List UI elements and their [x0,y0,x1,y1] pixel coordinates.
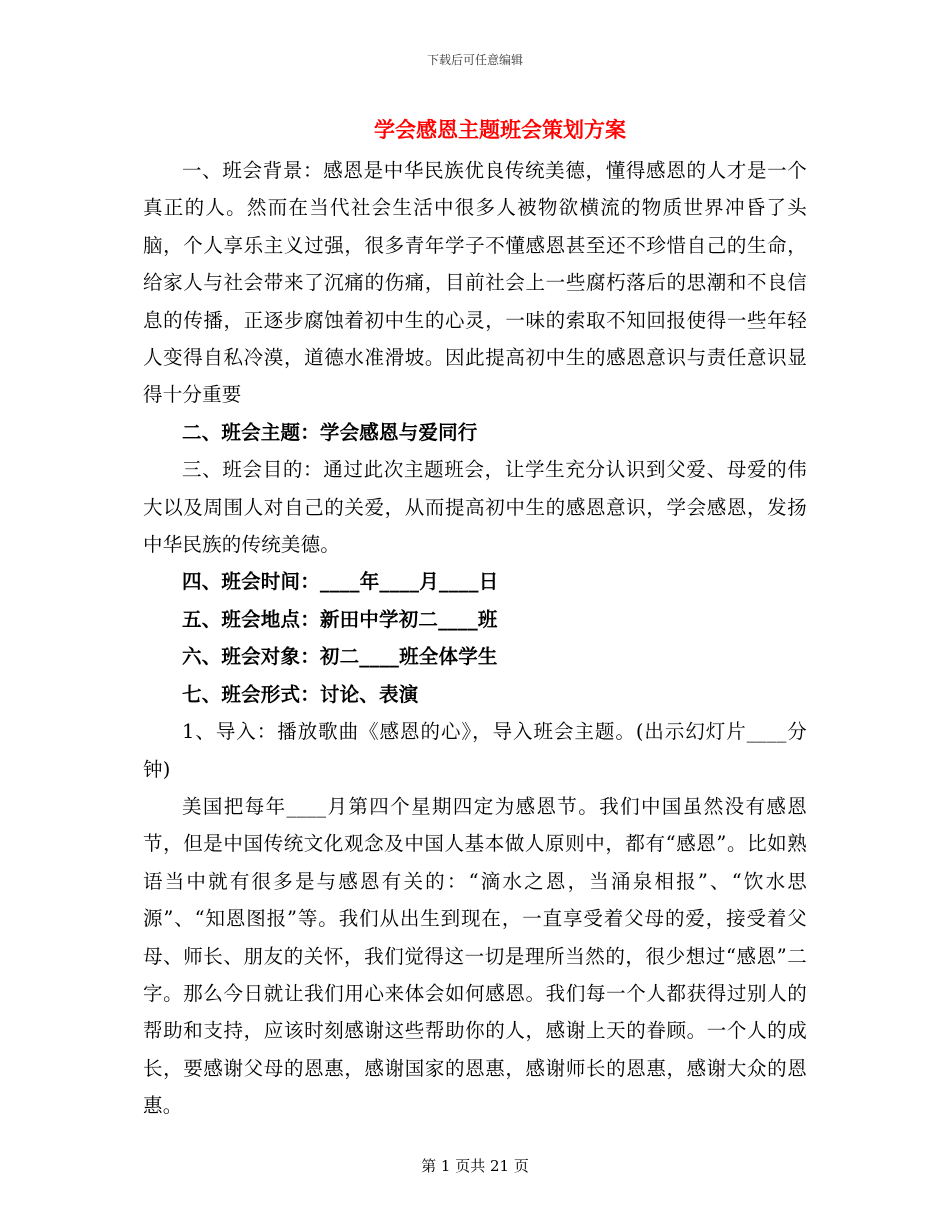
paragraph-purpose: 三、班会目的：通过此次主题班会，让学生充分认识到父爱、母爱的伟大以及周围人对自己的关爱，从而提高初中生的感恩意识，学会感恩，发扬中华民族的传统美德。 [143,458,807,557]
document-body [143,152,807,1125]
paragraph-time: 四、班会时间：____年____月____日 [182,570,499,594]
paragraph-format: 七、班会形式：讨论、表演 [182,682,419,706]
paragraph-theme: 二、班会主题：学会感恩与爱同行 [182,420,478,444]
paragraph-location: 五、班会地点：新田中学初二____班 [182,607,498,631]
paragraph-thanksgiving: 美国把每年____月第四个星期四定为感恩节。我们中国虽然没有感恩节，但是中国传统文化观念及中国人基本做人原则中，都有“感恩”。比如熟语当中就有很多是与感恩有关的：“滴水之恩，当涌泉相报”、“饮水思源”、“知恩图报”等。我们从出生到现在，一直享受着父母的爱，接受着父母、师长、朋友的关怀，我们觉得这一切是理所当然的，很少想过“感恩”二字。那么今日就让我们用心来体会如何感恩。我们每一个人都获得过别人的帮助和支持，应该时刻感谢这些帮助你的人，感谢上天的眷顾。一个人的成长，要感谢父母的恩惠，感谢国家的恩惠，感谢师长的恩惠，感谢大众的恩惠。 [143,794,807,1118]
page-footer: 第 1 页共 21 页 [421,1157,529,1175]
document-title: 学会感恩主题班会策划方案 [374,117,626,142]
paragraph-background: 一、班会背景：感恩是中华民族优良传统美德，懂得感恩的人才是一个真正的人。然而在当代社会生活中很多人被物欲横流的物质世界冲昏了头脑，个人享乐主义过强，很多青年学子不懂感恩甚至还不珍惜自己的生命，给家人与社会带来了沉痛的伤痛，目前社会上一些腐朽落后的思潮和不良信息的传播，正逐步腐蚀着初中生的心灵，一味的索取不知回报使得一些年轻人变得自私冷漠，道德水准滑坡。因此提高初中生的感恩意识与责任意识显得十分重要 [143,159,807,407]
page-header: 下载后可任意编辑 [426,53,523,67]
paragraph-intro: 1、导入：播放歌曲《感恩的心》，导入班会主题。(出示幻灯片____分钟) [143,720,807,781]
paragraph-audience: 六、班会对象：初二____班全体学生 [182,645,498,669]
